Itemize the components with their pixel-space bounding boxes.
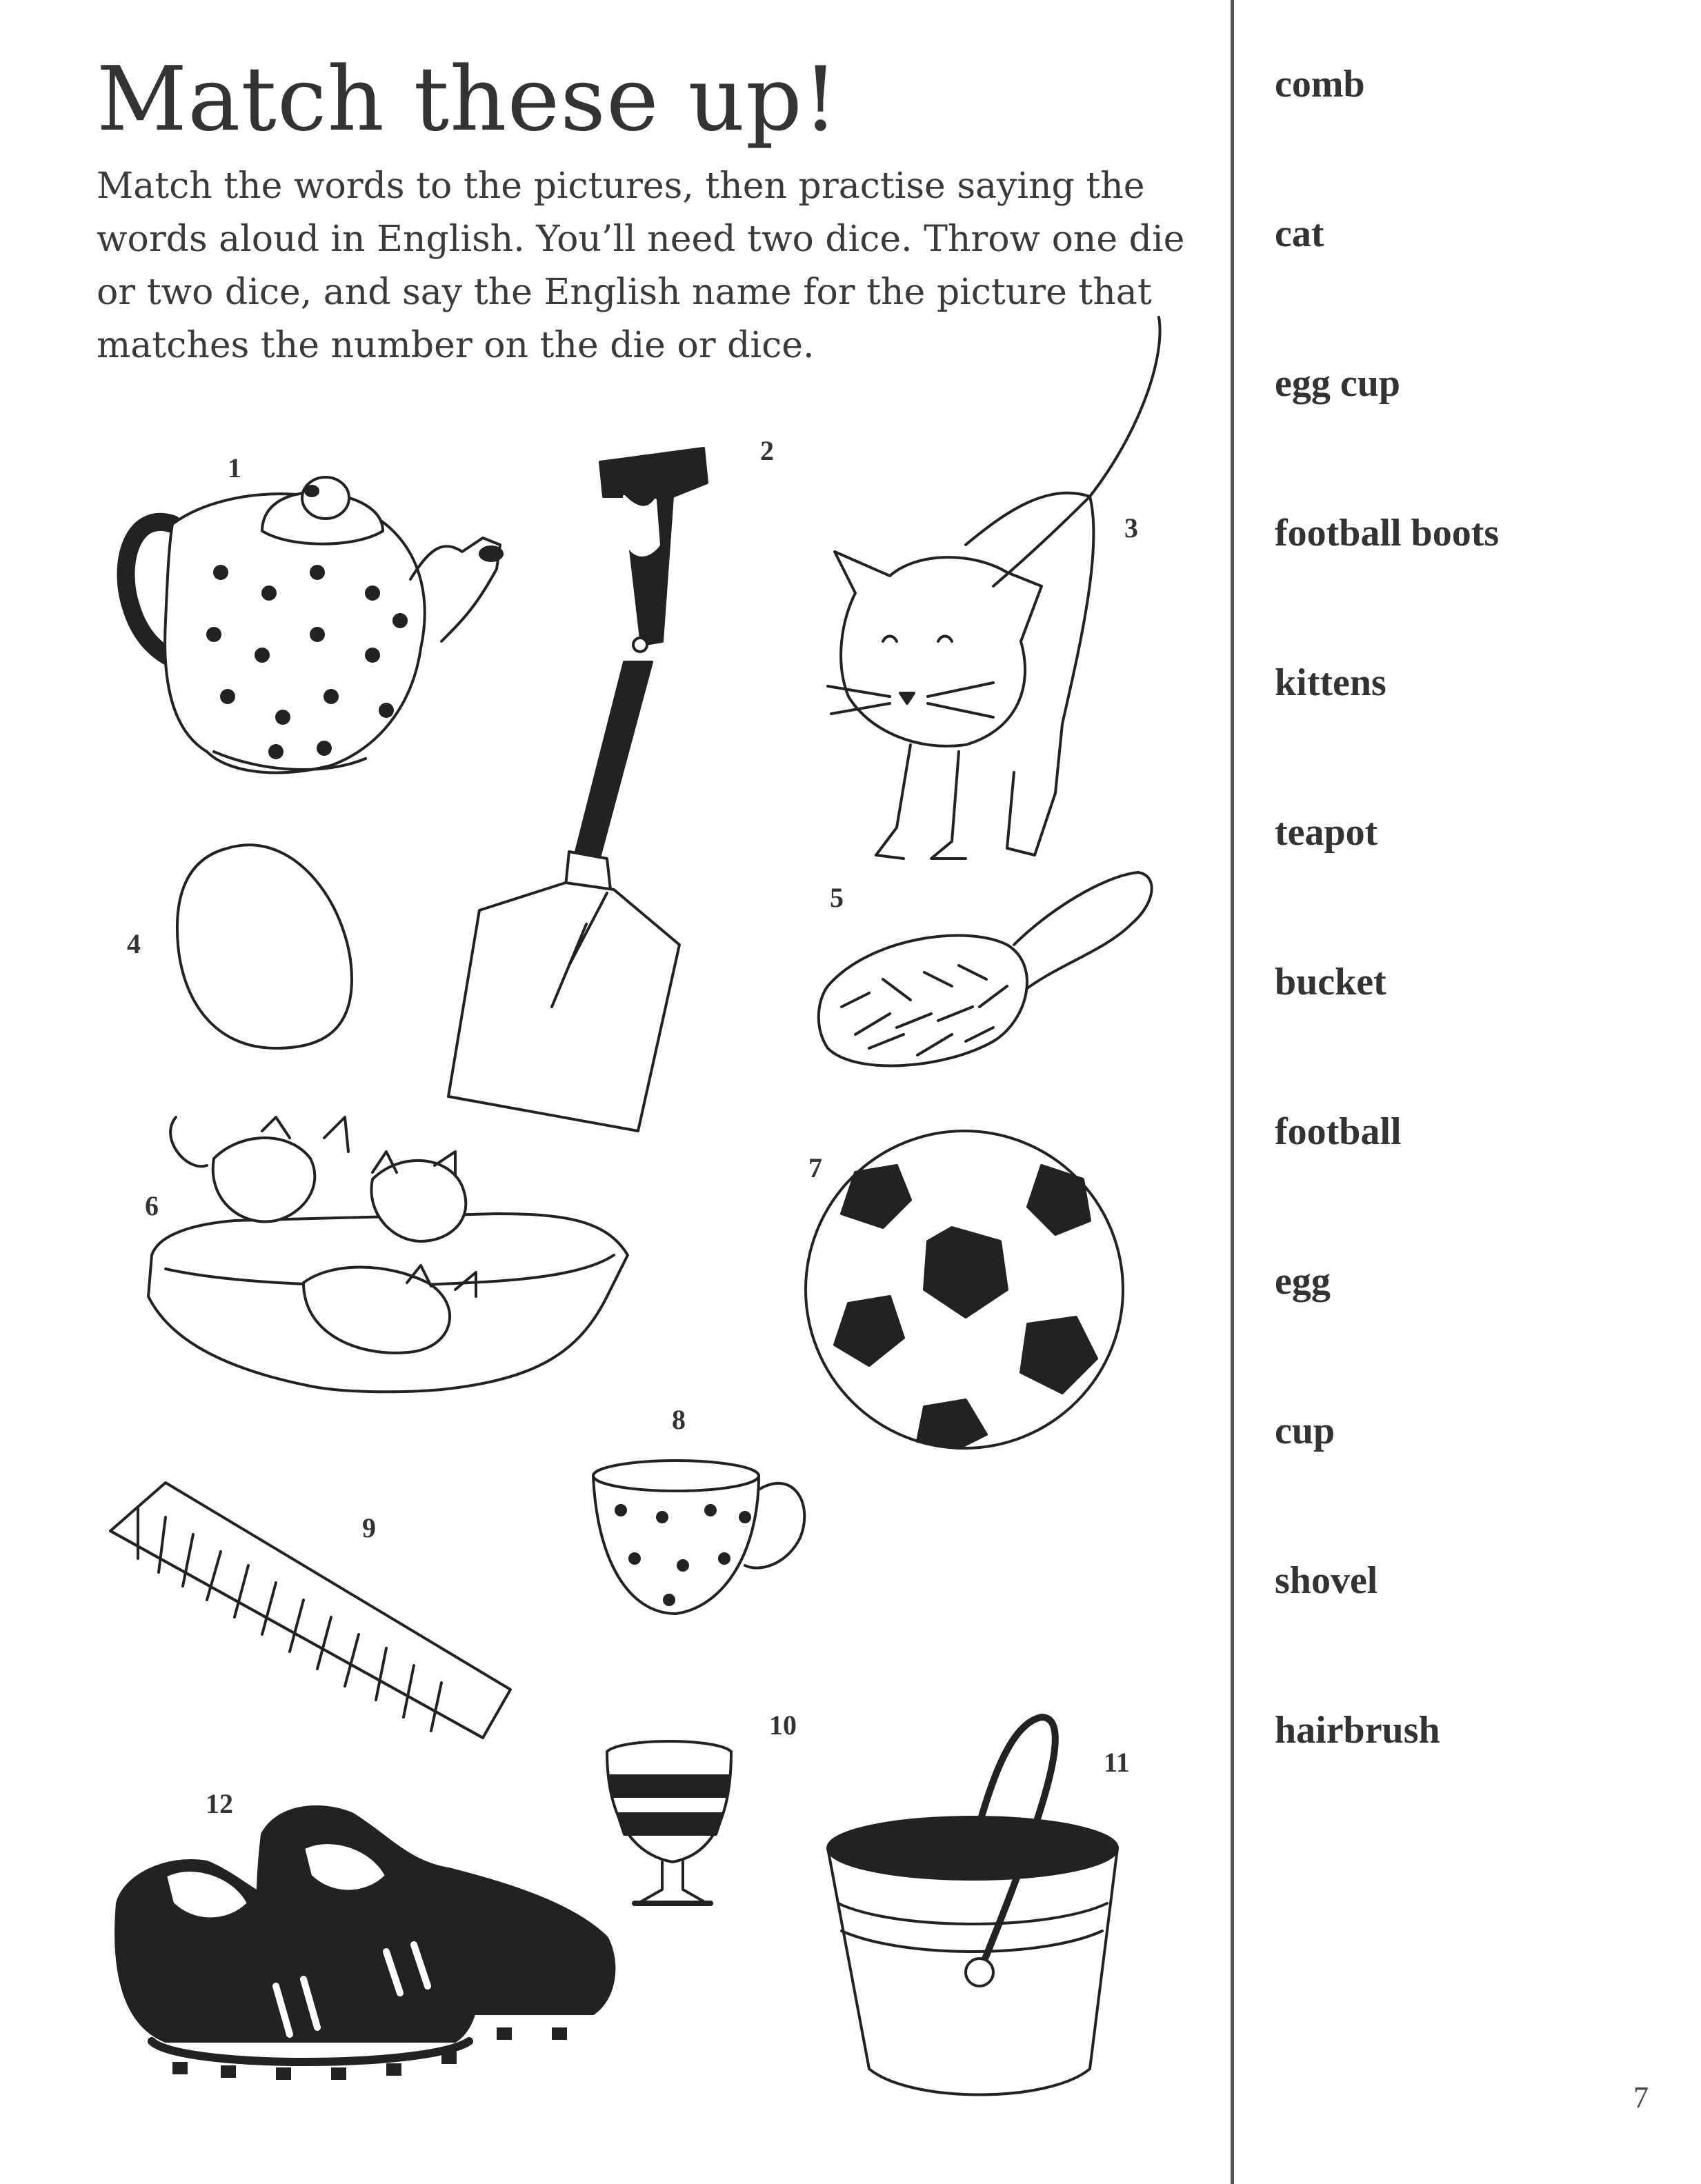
comb-icon [110, 1483, 510, 1738]
picture-number: 4 [127, 928, 141, 959]
bucket-icon [828, 1717, 1117, 2095]
egg-cup-icon [607, 1741, 731, 1903]
picture-number: 1 [228, 452, 241, 483]
word-item: egg cup [1275, 362, 1400, 405]
word-item: comb [1275, 63, 1365, 106]
football-boots-icon [116, 1807, 614, 2080]
picture-number: 5 [830, 882, 844, 913]
cup-icon [593, 1461, 804, 1614]
page-title: Match these up! [97, 48, 839, 151]
football-icon [806, 1131, 1123, 1448]
picture-number: 3 [1124, 512, 1138, 543]
word-item: cup [1275, 1410, 1335, 1452]
word-item: football [1275, 1110, 1402, 1153]
word-item: football boots [1275, 512, 1500, 554]
picture-number: 6 [145, 1190, 159, 1221]
page-number: 7 [1633, 2081, 1649, 2114]
kittens-icon [148, 1117, 628, 1392]
picture-number: 10 [769, 1710, 797, 1741]
word-item: egg [1275, 1260, 1331, 1303]
hairbrush-icon [819, 872, 1152, 1065]
picture-number: 8 [672, 1404, 686, 1435]
word-item: hairbrush [1275, 1709, 1440, 1752]
cat-icon [828, 317, 1160, 859]
picture-number: 11 [1104, 1747, 1130, 1778]
picture-number: 2 [760, 435, 774, 466]
instructions: Match the words to the pictures, then practise saying the words aloud in English. You’ll need two dice. Throw one die or two dice, and say the English name for the picture that matches the number on the die or dice. [97, 166, 1185, 366]
word-item: cat [1275, 212, 1324, 255]
picture-number: 7 [808, 1152, 822, 1183]
word-item: bucket [1275, 961, 1386, 1003]
teapot-icon [126, 477, 503, 772]
egg-icon [177, 845, 352, 1048]
picture-number: 12 [206, 1788, 233, 1819]
picture-number: 9 [362, 1512, 376, 1543]
word-item: teapot [1275, 811, 1378, 854]
word-item: kittens [1275, 661, 1386, 704]
word-item: shovel [1275, 1559, 1378, 1602]
